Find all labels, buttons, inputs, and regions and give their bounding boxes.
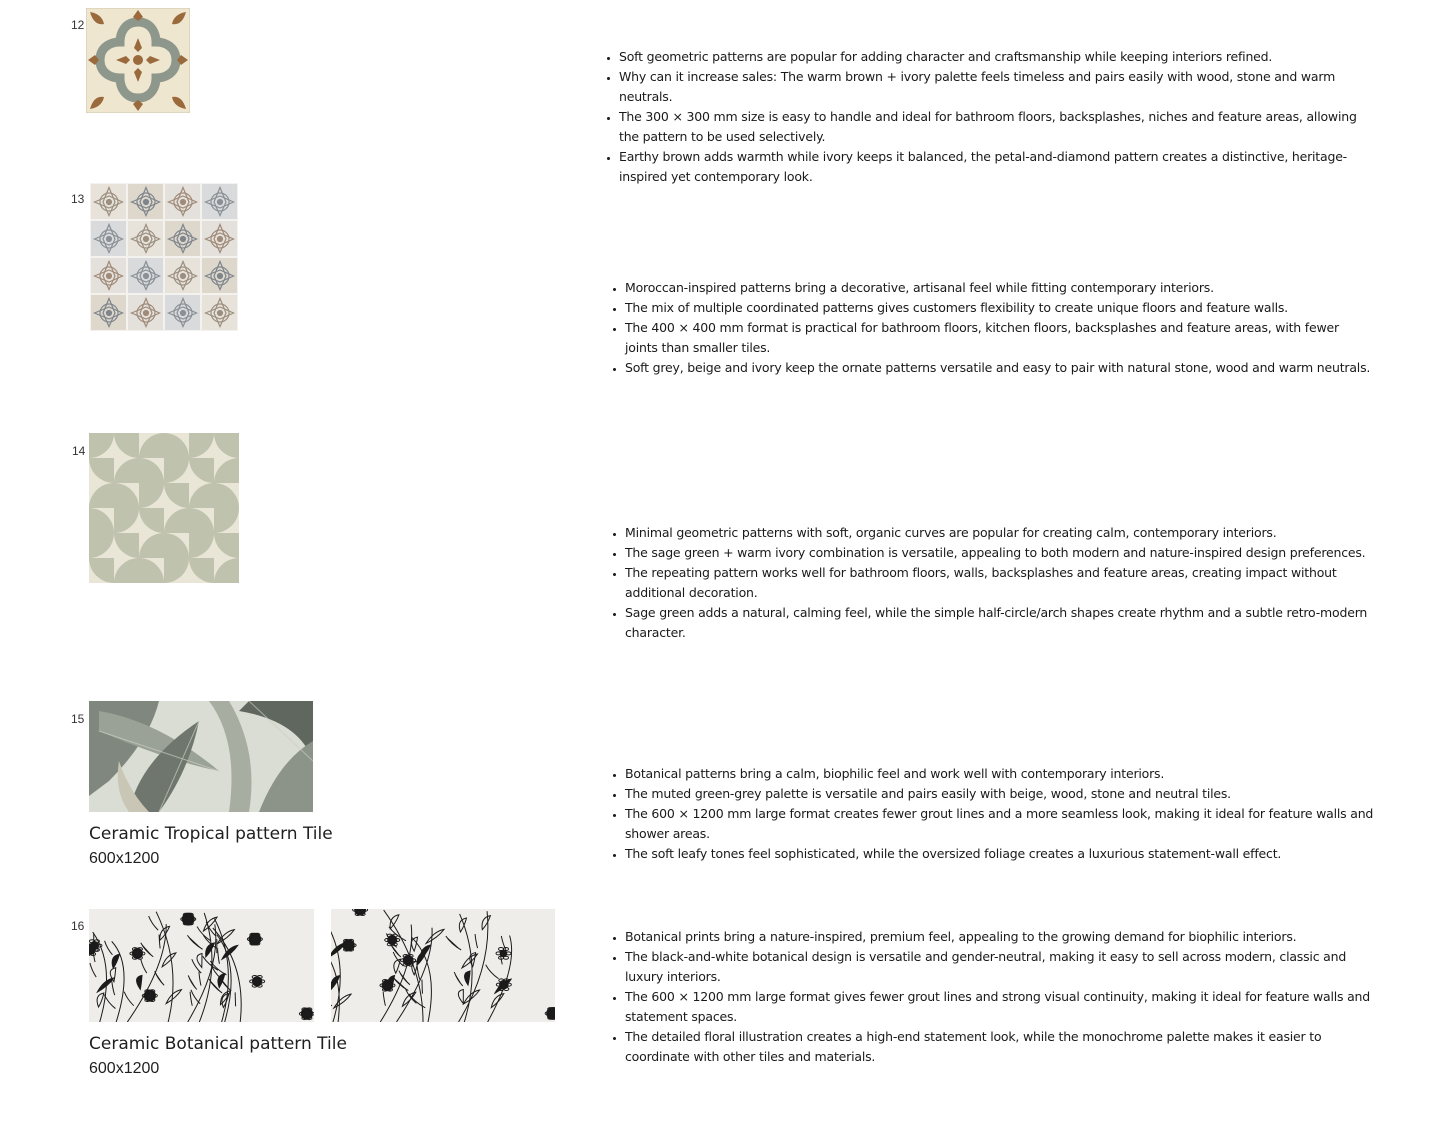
product-name: Ceramic Botanical pattern Tile (89, 1034, 347, 1054)
item-number: 14 (72, 444, 86, 458)
arch-tile-image (89, 433, 239, 583)
item-number: 13 (71, 192, 85, 206)
feature-bullet: • Botanical prints bring a nature-inspired, premium feel, appealing to the growing demand for biophilic interiors. (625, 927, 1385, 947)
feature-list (603, 47, 1379, 187)
botanical-tile-image (89, 909, 314, 1022)
feature-bullet: • The black-and-white botanical design is versatile and gender-neutral, making it easy to sell across modern, classic and luxury interiors. (625, 947, 1385, 987)
product-name: Ceramic Tropical pattern Tile (89, 824, 333, 844)
feature-bullet: • Minimal geometric patterns with soft, organic curves are popular for creating calm, contemporary interiors. (625, 523, 1375, 543)
feature-bullet: • Sage green adds a natural, calming feel, while the simple half-circle/arch shapes create rhythm and a subtle retro-modern character. (625, 603, 1375, 643)
feature-bullet: • Why can it increase sales: The warm brown + ivory palette feels timeless and pairs easily with wood, stone and warm neutrals. (619, 67, 1379, 107)
botanical-tile-image-alt (331, 909, 555, 1022)
moroccan-tile-grid-image (90, 183, 239, 331)
feature-bullet: • The repeating pattern works well for bathroom floors, walls, backsplashes and feature areas, creating impact without additional decoration. (625, 563, 1375, 603)
feature-bullet: • The 600 × 1200 mm large format gives fewer grout lines and strong visual continuity, making it ideal for feature walls and statement spaces. (625, 987, 1385, 1027)
feature-bullet: • Soft grey, beige and ivory keep the ornate patterns versatile and easy to pair with natural stone, wood and warm neutrals. (625, 358, 1375, 378)
tropical-tile-image (89, 701, 313, 812)
feature-bullet: • The 400 × 400 mm format is practical for bathroom floors, kitchen floors, backsplashes and feature areas, with fewer joints than smaller tiles. (625, 318, 1375, 358)
feature-bullet: • The sage green + warm ivory combination is versatile, appealing to both modern and nature-inspired design preferences. (625, 543, 1375, 563)
feature-bullet: • Earthy brown adds warmth while ivory keeps it balanced, the petal-and-diamond pattern creates a distinctive, heritage-inspired yet contemporary look. (619, 147, 1379, 187)
feature-list (609, 278, 1375, 378)
quatrefoil-tile-image (86, 8, 190, 113)
feature-bullet: • The 300 × 300 mm size is easy to handle and ideal for bathroom floors, backsplashes, niches and feature areas, allowing the pattern to be used selectively. (619, 107, 1379, 147)
feature-list (609, 764, 1381, 864)
feature-bullet: • The soft leafy tones feel sophisticated, while the oversized foliage creates a luxurious statement-wall effect. (625, 844, 1381, 864)
product-size: 600x1200 (89, 850, 160, 867)
feature-bullet: • Moroccan-inspired patterns bring a decorative, artisanal feel while fitting contemporary interiors. (625, 278, 1375, 298)
feature-list (609, 523, 1375, 643)
feature-bullet: • Botanical patterns bring a calm, biophilic feel and work well with contemporary interiors. (625, 764, 1381, 784)
item-number: 15 (71, 712, 85, 726)
feature-bullet: • The 600 × 1200 mm large format creates fewer grout lines and a more seamless look, making it ideal for feature walls and shower areas. (625, 804, 1381, 844)
feature-bullet: • Soft geometric patterns are popular for adding character and craftsmanship while keeping interiors refined. (619, 47, 1379, 67)
feature-bullet: • The muted green-grey palette is versatile and pairs easily with beige, wood, stone and neutral tiles. (625, 784, 1381, 804)
feature-bullet: • The detailed floral illustration creates a high-end statement look, while the monochrome palette makes it easier to coordinate with other tiles and materials. (625, 1027, 1385, 1067)
product-size: 600x1200 (89, 1060, 160, 1077)
feature-bullet: • The mix of multiple coordinated patterns gives customers flexibility to create unique floors and feature walls. (625, 298, 1375, 318)
feature-list (609, 927, 1385, 1067)
item-number: 12 (71, 18, 85, 32)
item-number: 16 (71, 919, 85, 933)
